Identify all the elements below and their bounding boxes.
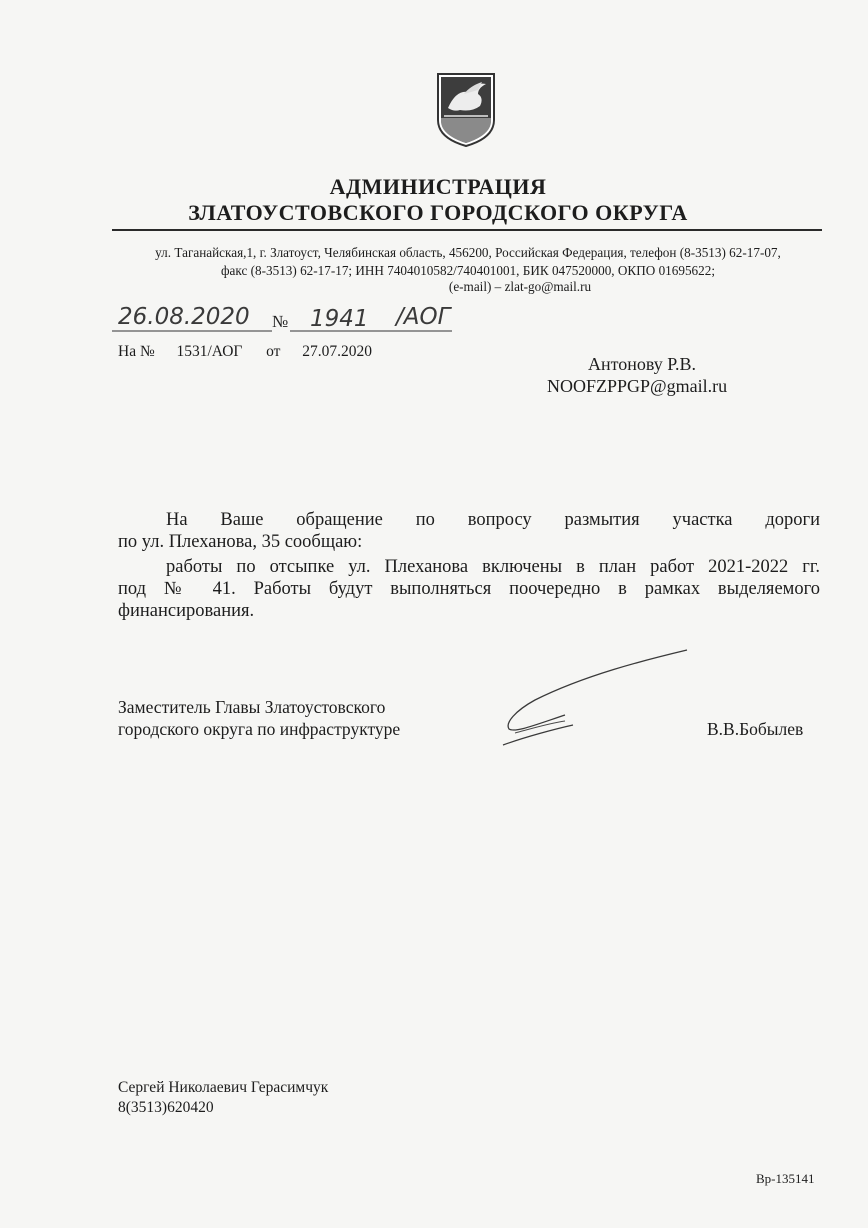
handwritten-signature xyxy=(495,645,695,755)
address-line2: факс (8-3513) 62-17-17; ИНН 7404010582/740401001, БИК 047520000, ОКПО 01695622; xyxy=(221,263,715,278)
header-divider xyxy=(112,229,822,231)
body-paragraph2-line2: под № 41. Работы будут выполняться поочередно в рамках выделяемого xyxy=(118,579,820,599)
recipient-name: Антонову Р.В. xyxy=(588,354,697,374)
body-paragraph2-line3: финансирования. xyxy=(118,601,255,621)
reference-number: 1531/АОГ xyxy=(176,343,243,360)
signatory-name: В.В.Бобылев xyxy=(707,719,804,739)
outgoing-number: 1941 xyxy=(310,306,369,332)
city-coat-of-arms-icon xyxy=(434,72,498,148)
outgoing-suffix: /АОГ xyxy=(396,304,451,330)
executor-phone: 8(3513)620420 xyxy=(118,1099,214,1116)
body-paragraph1-line2: по ул. Плеханова, 35 сообщаю: xyxy=(118,532,363,552)
organization-title-line2: ЗЛАТОУСТОВСКОГО ГОРОДСКОГО ОКРУГА xyxy=(188,200,688,225)
outgoing-date: 26.08.2020 xyxy=(118,304,250,330)
outgoing-number-handwritten xyxy=(112,296,472,336)
signatory-position-line1: Заместитель Главы Златоустовского xyxy=(118,697,386,717)
executor-name: Сергей Николаевич Герасимчук xyxy=(118,1079,329,1096)
recipient-email: NOOFZPPGP@gmail.ru xyxy=(547,376,728,396)
body-paragraph1-line1: На Ваше обращение по вопросу размытия участка дороги xyxy=(166,510,820,530)
document-number: Вр-135141 xyxy=(756,1171,815,1186)
address-line1: ул. Таганайская,1, г. Златоуст, Челябинская область, 456200, Российская Федерация, телефон (8-3513) 62-17-07, xyxy=(155,245,781,260)
address-email-line: (e-mail) – zlat-go@mail.ru xyxy=(448,279,592,294)
reference-line xyxy=(118,343,372,361)
signatory-position-line2: городского округа по инфраструктуре xyxy=(118,719,401,739)
reference-label: На № xyxy=(118,343,155,360)
reference-from-label: от xyxy=(266,343,281,360)
reference-date: 27.07.2020 xyxy=(302,343,372,360)
body-paragraph2-line1: работы по отсыпке ул. Плеханова включены в план работ 2021-2022 гг. xyxy=(166,557,820,577)
organization-title-line1: АДМИНИСТРАЦИЯ xyxy=(329,174,547,199)
outgoing-number-sign: № xyxy=(272,312,289,331)
